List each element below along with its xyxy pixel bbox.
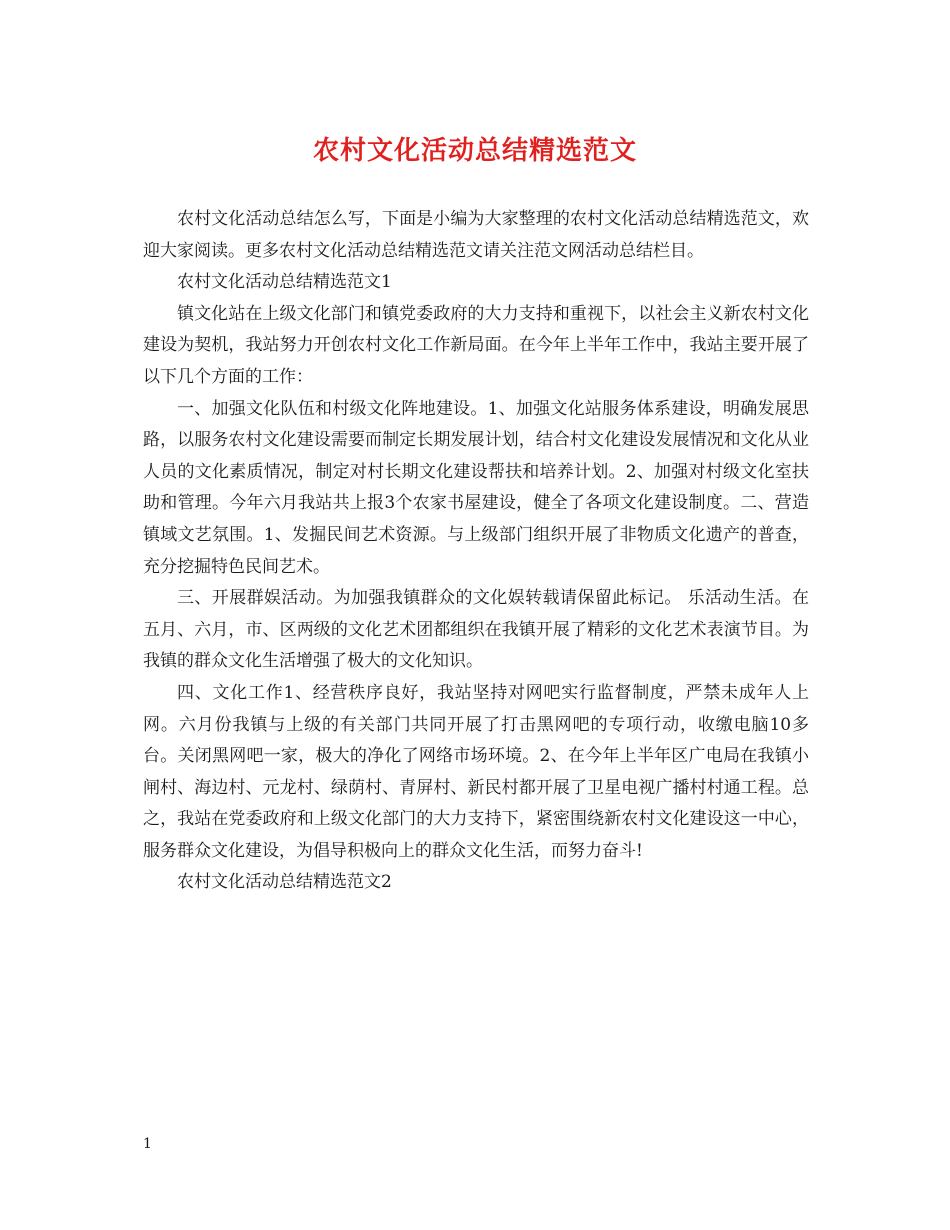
paragraph: 三、开展群娱活动。为加强我镇群众的文化娱转载请保留此标记。 乐活动生活。在五月、六月，市、区两级的文化艺术团都组织在我镇开展了精彩的文化艺术表演节目。为我镇的群众文化生活增强了极大的文化知识。: [143, 588, 809, 672]
section-heading-2: 农村文化活动总结精选范文2: [177, 872, 392, 893]
paragraph-intro: 农村文化活动总结怎么写，下面是小编为大家整理的农村文化活动总结精选范文，欢迎大家阅读。更多农村文化活动总结精选范文请关注范文网活动总结栏目。: [143, 209, 809, 261]
page-number: 1: [143, 1136, 152, 1152]
paragraph: 镇文化站在上级文化部门和镇党委政府的大力支持和重视下，以社会主义新农村文化建设为契机，我站努力开创农村文化工作新局面。在今年上半年工作中，我站主要开展了以下几个方面的工作：: [143, 303, 809, 387]
paragraph: 四、文化工作1、经营秩序良好，我站坚持对网吧实行监督制度，严禁未成年人上网。六月份我镇与上级的有关部门共同开展了打击黑网吧的专项行动，收缴电脑10多台。关闭黑网吧一家，极大的净化了网络市场环境。2、在今年上半年区广电局在我镇小闸村、海边村、元龙村、绿荫村、青屏村、新民村都开展了卫星电视广播村村通工程。总之，我站在党委政府和上级文化部门的大力支持下，紧密围绕新农村文化建设这一中心，服务群众文化建设，为倡导积极向上的群众文化生活，而努力奋斗!: [143, 682, 809, 861]
paragraph: 一、加强文化队伍和村级文化阵地建设。1、加强文化站服务体系建设，明确发展思路，以服务农村文化建设需要而制定长期发展计划，结合村文化建设发展情况和文化从业人员的文化素质情况，制定对村长期文化建设帮扶和培养计划。2、加强对村级文化室扶助和管理。今年六月我站共上报3个农家书屋建设，健全了各项文化建设制度。二、营造镇域文艺氛围。1、发掘民间艺术资源。与上级部门组织开展了非物质文化遗产的普查，充分挖掘特色民间艺术。: [143, 398, 809, 577]
section-heading-1: 农村文化活动总结精选范文1: [177, 272, 392, 293]
document-title: 农村文化活动总结精选范文: [312, 136, 637, 166]
document-body: [143, 204, 809, 899]
